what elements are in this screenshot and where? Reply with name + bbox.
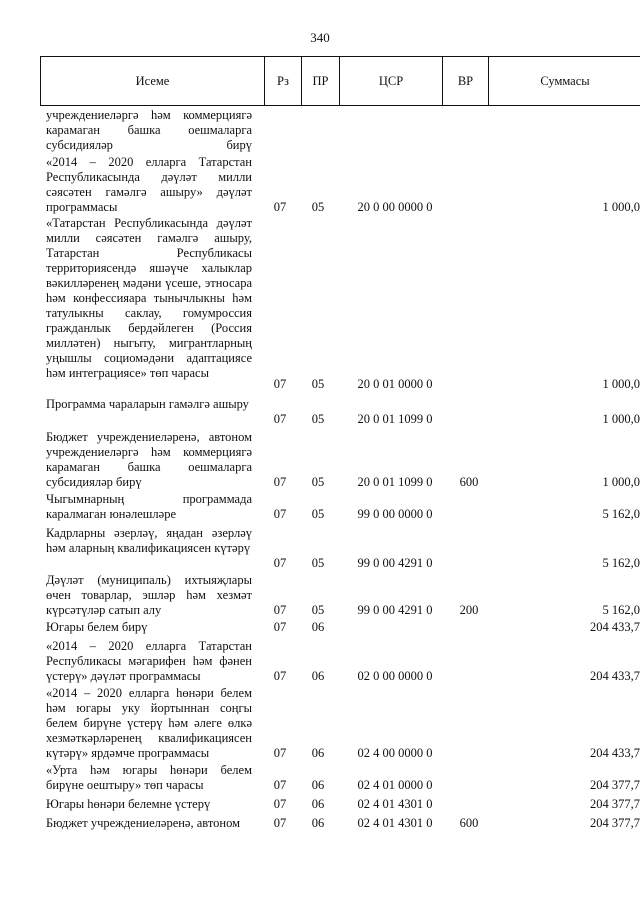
row-pr: 06 (311, 778, 325, 792)
row-name: Бюджет учреждениеләренә, автоном (46, 816, 241, 830)
row-sum: 1 000,0 (602, 377, 640, 391)
header-pr: ПР (302, 57, 340, 105)
row-rz: 07 (273, 507, 287, 521)
row-rz: 07 (273, 620, 287, 634)
row-pr: 05 (311, 556, 325, 570)
row-rz: 07 (273, 475, 287, 489)
row-pr: 06 (311, 669, 325, 683)
row-name: «2014 – 2020 елларга Татарстан Республикасы мәгарифен һәм фәнен үстерү» дәүләт программасы (46, 639, 252, 683)
row-sum: 1 000,0 (602, 475, 640, 489)
row-vr: 600 (459, 475, 479, 489)
row-pr: 06 (311, 797, 325, 811)
table-header (40, 56, 640, 106)
row-csr: 02 4 00 0000 0 (357, 746, 433, 760)
header-rz: Рз (265, 57, 302, 105)
row-sum: 1 000,0 (602, 200, 640, 214)
row-rz: 07 (273, 816, 287, 830)
row-pr: 06 (311, 620, 325, 634)
header-csr: ЦСР (340, 57, 443, 105)
row-rz: 07 (273, 669, 287, 683)
row-pr: 05 (311, 412, 325, 426)
row-csr: 99 0 00 0000 0 (357, 507, 433, 521)
row-csr: 20 0 01 1099 0 (357, 475, 433, 489)
row-rz: 07 (273, 603, 287, 617)
row-sum: 204 377,7 (590, 797, 640, 811)
row-pr: 05 (311, 507, 325, 521)
row-pr: 06 (311, 816, 325, 830)
row-pr: 05 (311, 200, 325, 214)
row-sum: 204 433,7 (590, 620, 640, 634)
row-rz: 07 (273, 797, 287, 811)
row-vr: 600 (459, 816, 479, 830)
row-rz: 07 (273, 746, 287, 760)
row-sum: 5 162,0 (602, 556, 640, 570)
row-name: «Татарстан Республикасында дәүләт милли сәясәтен гамәлгә ашыру, Татарстан Республикасы территориясендә яшәүче халыклар вәкилләренең мәдәни үсеше, этносара һәм конфессияара тынычлыкны һәм татулыкны саклау, гомумроссия гражданлык бердәйлеген (Россия милләтен) ныгыту, мигрантларның уңышлы социомәдәни адаптациясе һәм интеграциясе» төп чарасы (46, 216, 252, 380)
row-csr: 02 0 00 0000 0 (357, 669, 433, 683)
row-pr: 05 (311, 603, 325, 617)
row-sum: 5 162,0 (602, 603, 640, 617)
row-name: учреждениеләргә һәм коммерциягә карамаган башка оешмаларга субсидияләр бирү (46, 108, 252, 152)
row-csr: 20 0 01 0000 0 (357, 377, 433, 391)
row-name: «2014 – 2020 елларга һөнәри белем һәм югары уку йортыннан соңгы белем бирүне үстерү һәм әлеге өлкә хезмәткәрләренең квалификациясен күтәрү» ярдәмче программасы (46, 686, 252, 760)
row-sum: 204 377,7 (590, 816, 640, 830)
row-name: «2014 – 2020 елларга Татарстан Республикасында дәүләт милли сәясәтен гамәлгә ашыру» дәүләт программасы (46, 155, 252, 214)
row-rz: 07 (273, 200, 287, 214)
row-rz: 07 (273, 412, 287, 426)
header-sum: Суммасы (540, 73, 590, 88)
row-csr: 02 4 01 0000 0 (357, 778, 433, 792)
header-name: Исеме (41, 57, 265, 105)
row-sum: 204 433,7 (590, 669, 640, 683)
row-rz: 07 (273, 377, 287, 391)
row-csr: 20 0 00 0000 0 (357, 200, 433, 214)
row-sum: 204 377,7 (590, 778, 640, 792)
row-name: Бюджет учреждениеләренә, автоном учреждениеләргә һәм коммерциягә карамаган башка оешмаларга субсидияләр бирү (46, 430, 252, 489)
row-csr: 99 0 00 4291 0 (357, 603, 433, 617)
row-vr: 200 (459, 603, 479, 617)
row-sum: 1 000,0 (602, 412, 640, 426)
row-csr: 99 0 00 4291 0 (357, 556, 433, 570)
row-sum: 204 433,7 (590, 746, 640, 760)
row-csr: 02 4 01 4301 0 (357, 797, 433, 811)
row-pr: 05 (311, 475, 325, 489)
page-number: 340 (310, 30, 330, 45)
row-csr: 02 4 01 4301 0 (357, 816, 433, 830)
row-name: Югары һөнәри белемне үстерү (46, 797, 211, 811)
row-rz: 07 (273, 556, 287, 570)
header-vr: ВР (443, 57, 489, 105)
row-name: Кадрларны әзерләү, яңадан әзерләү һәм аларның квалификациясен күтәрү (46, 526, 252, 555)
row-sum: 5 162,0 (602, 507, 640, 521)
row-pr: 06 (311, 746, 325, 760)
row-name: Дәүләт (муниципаль) ихтыяҗлары өчен товарлар, эшләр һәм хезмәт күрсәтүләр сатып алу (46, 573, 252, 617)
row-name: Югары белем бирү (46, 620, 148, 634)
row-csr: 20 0 01 1099 0 (357, 412, 433, 426)
row-name: Программа чараларын гамәлгә ашыру (46, 397, 249, 411)
row-rz: 07 (273, 778, 287, 792)
row-name: Чыгымнарның программада каралмаган юнәлешләре (46, 492, 252, 521)
row-pr: 05 (311, 377, 325, 391)
row-name: «Урта һәм югары һөнәри белем бирүне оештыру» төп чарасы (46, 763, 252, 792)
